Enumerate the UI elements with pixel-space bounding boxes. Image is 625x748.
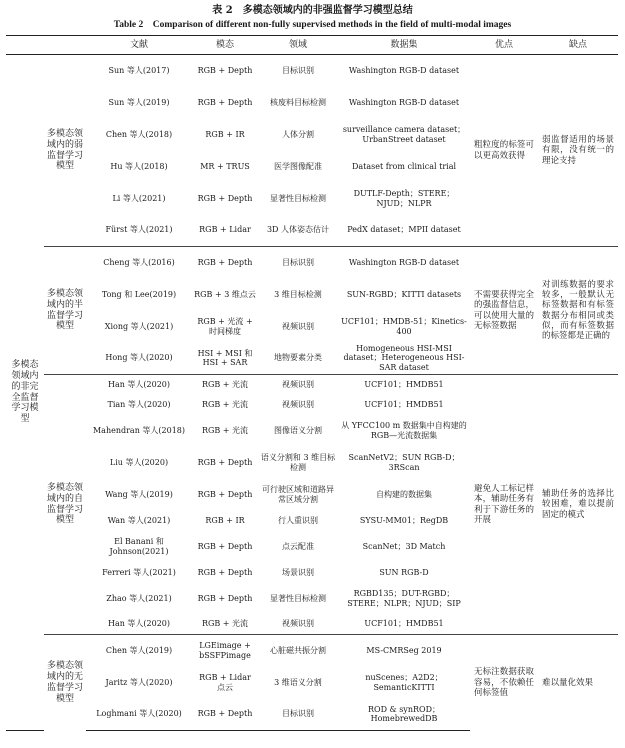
cell-dataset: MS-CMRSeg 2019 [338,635,470,667]
cell-ref: Han 等人(2020) [86,375,192,395]
cell-ref: Ferreri 等人(2021) [102,567,176,577]
cell-ref: Loghmani 等人(2020) [86,699,192,731]
cell-ref: Li 等人(2021) [112,193,166,203]
header-subcategory-blank [44,36,86,55]
header-category-blank [6,36,44,55]
cell-field: 目标识别 [258,699,338,731]
cell-modality: RGB + Depth [192,699,258,731]
cell-dataset: UCF101；HMDB-51；Kinetics-400 [341,316,467,336]
cell-modality: RGB + Lidar 点云 [199,672,251,692]
cell-field: 核废料目标检测 [270,97,326,107]
cell-field: 点云配准 [282,541,314,551]
cell-field: 地物要素分类 [274,353,322,363]
top-category-label: 多模态领域内的非完全监督学习模型 [6,55,44,731]
cell-dataset: Washington RGB-D dataset [338,55,470,87]
cell-modality: RGB + 光流 [201,425,249,435]
header-modality: 模态 [192,36,258,55]
cell-ref: Wang 等人(2019) [105,489,173,499]
cell-dataset: ScanNet；3D Match [362,541,446,551]
cell-field: 显著性目标检测 [270,593,326,603]
table-row [6,55,618,87]
cell-dataset: UCF101；HMDB51 [364,619,444,629]
cell-modality: RGB + Depth [192,55,258,87]
cell-field: 视频识别 [282,321,314,331]
cell-field: 可行驶区域和道路异常区域分割 [262,484,334,504]
cell-modality: RGB + Depth [197,567,253,577]
group-disadvantage: 对训练数据的要求较多，一般默认无标签数据和有标签数据分布相同或类似，而有标签数据的标签都是正确的 [538,247,618,375]
cell-field: 心脏磁共振分割 [258,635,338,667]
cell-ref: Chen 等人(2019) [86,635,192,667]
cell-dataset: ROD & synROD；HomebrewedDB [338,699,470,731]
table-row [6,375,618,395]
cell-modality: RGB + Depth [197,593,253,603]
cell-ref: Mahendran 等人(2018) [92,425,185,435]
cell-ref: Tian 等人(2020) [107,399,171,409]
header-advantage: 优点 [470,36,538,55]
header-dataset: 数据集 [338,36,470,55]
cell-dataset: PedX dataset；MPII dataset [347,225,461,235]
header-row [6,36,618,55]
cell-field: 目标识别 [258,55,338,87]
group-advantage: 不需要获得完全的强监督信息，可以使用大量的无标签数据 [470,247,538,375]
table-row [6,635,618,667]
cell-field: 人体分割 [282,129,314,139]
table-body [6,55,618,731]
cell-modality: RGB + Lidar [199,225,251,235]
cell-field: 视频识别 [282,619,314,629]
cell-field: 3 维目标检测 [274,289,322,299]
cell-field: 视频识别 [258,375,338,395]
table-caption-cn: 表 2 多模态领域内的非强监督学习模型总结 [212,5,413,16]
cell-dataset: UCF101；HMDB51 [338,375,470,395]
cell-dataset: UCF101；HMDB51 [364,399,444,409]
cell-ref: Cheng 等人(2016) [86,247,192,279]
header-ref: 文献 [86,36,192,55]
cell-modality: RGB + 光流 [192,375,258,395]
cell-modality: RGB + IR [205,129,245,139]
header-field: 领域 [258,36,338,55]
cell-field: 3D 人体姿态估计 [266,225,330,235]
cell-field: 显著性目标检测 [270,193,326,203]
group-disadvantage: 辅助任务的选择比较困难，难以提前固定的模式 [538,375,618,635]
cell-ref: Wan 等人(2021) [107,515,171,525]
cell-modality: RGB + Depth [197,541,253,551]
group-disadvantage: 难以量化效果 [538,635,618,731]
cell-modality: RGB + Depth [197,489,253,499]
group-advantage: 避免人工标记样本，辅助任务有利于下游任务的开展 [470,375,538,635]
cell-field: 医学图像配准 [274,161,322,171]
cell-ref: Jaritz 等人(2020) [105,677,173,687]
cell-modality: RGB + Depth [197,97,253,107]
cell-modality: RGB + IR [205,515,245,525]
cell-ref: Xiong 等人(2021) [104,321,174,331]
cell-ref: Fürst 等人(2021) [105,225,173,235]
cell-ref: Tong 和 Lee(2019) [101,289,177,299]
table-caption-en: Table 2 Comparison of different non-fully supervised methods in the field of multi-modal images [113,20,512,30]
cell-dataset: RGBD135；DUT-RGBD；STERE；NLPR；NJUD；SIP [347,588,461,608]
cell-dataset: SUN-RGBD；KITTI datasets [346,289,462,299]
group-name: 多模态领域内的半监督学习模型 [44,247,86,375]
cell-modality: RGB + Depth [192,247,258,279]
cell-modality: RGB + Depth [197,193,253,203]
cell-modality: HSI + MSI 和 HSI + SAR [197,348,253,368]
methods-table [6,35,618,731]
cell-dataset: Homogeneous HSI-MSI dataset；Heterogeneous HSI-SAR dataset [343,343,465,373]
cell-dataset: Washington RGB-D dataset [348,97,460,107]
table-row [6,247,618,279]
cell-field: 视频识别 [282,399,314,409]
cell-modality: MR + TRUS [200,161,250,171]
cell-field: 行人重识别 [278,515,318,525]
cell-modality: RGB + 光流 + 时间梯度 [197,316,253,336]
cell-ref: Sun 等人(2017) [86,55,192,87]
group-name: 多模态领域内的弱监督学习模型 [44,55,86,247]
cell-ref: Liu 等人(2020) [109,457,169,467]
header-disadvantage: 缺点 [538,36,618,55]
group-advantage: 无标注数据获取容易，不依赖任何标签值 [470,635,538,731]
group-disadvantage: 弱监督适用的场景有限，没有统一的理论支持 [538,55,618,247]
cell-modality: RGB + 光流 [201,619,249,629]
cell-modality: LGEimage + bSSFPimage [192,635,258,667]
cell-dataset: 从 YFCC100 m 数据集中自构建的 RGB—光流数据集 [341,420,467,440]
cell-modality: RGB + 光流 [201,399,249,409]
cell-ref: El Banani 和 Johnson(2021) [109,536,169,556]
group-name: 多模态领域内的自监督学习模型 [44,375,86,635]
cell-dataset: Dataset from clinical trial [351,161,457,171]
cell-field: 语义分割和 3 维目标检测 [260,452,336,472]
cell-dataset: ScanNetV2；SUN RGB-D；3RScan [348,452,460,472]
cell-dataset: SUN RGB-D [379,567,429,577]
cell-ref: Zhao 等人(2021) [106,593,172,603]
cell-dataset: Washington RGB-D dataset [338,247,470,279]
cell-dataset: DUTLF-Depth；STERE；NJUD；NLPR [353,188,455,208]
cell-modality: RGB + Depth [197,457,253,467]
group-name: 多模态领域内的无监督学习模型 [44,635,86,731]
cell-ref: Hu 等人(2018) [110,161,168,171]
cell-ref: Sun 等人(2019) [108,97,170,107]
cell-field: 目标识别 [258,247,338,279]
cell-field: 场景识别 [282,567,314,577]
cell-dataset: nuScenes；A2D2；SemanticKITTI [365,672,443,692]
cell-dataset: 自构建的数据集 [376,489,432,499]
cell-ref: Han 等人(2020) [107,619,171,629]
group-advantage: 粗粒度的标签可以更高效获得 [470,55,538,247]
cell-ref: Chen 等人(2018) [105,129,173,139]
cell-field: 图像语义分割 [274,425,322,435]
cell-modality: RGB + 3 维点云 [194,289,256,299]
cell-field: 3 维语义分割 [274,677,322,687]
cell-dataset: SYSU-MM01；RegDB [359,515,449,525]
cell-dataset: surveillance camera dataset；UrbanStreet dataset [342,124,466,144]
cell-ref: Hong 等人(2020) [105,353,173,363]
